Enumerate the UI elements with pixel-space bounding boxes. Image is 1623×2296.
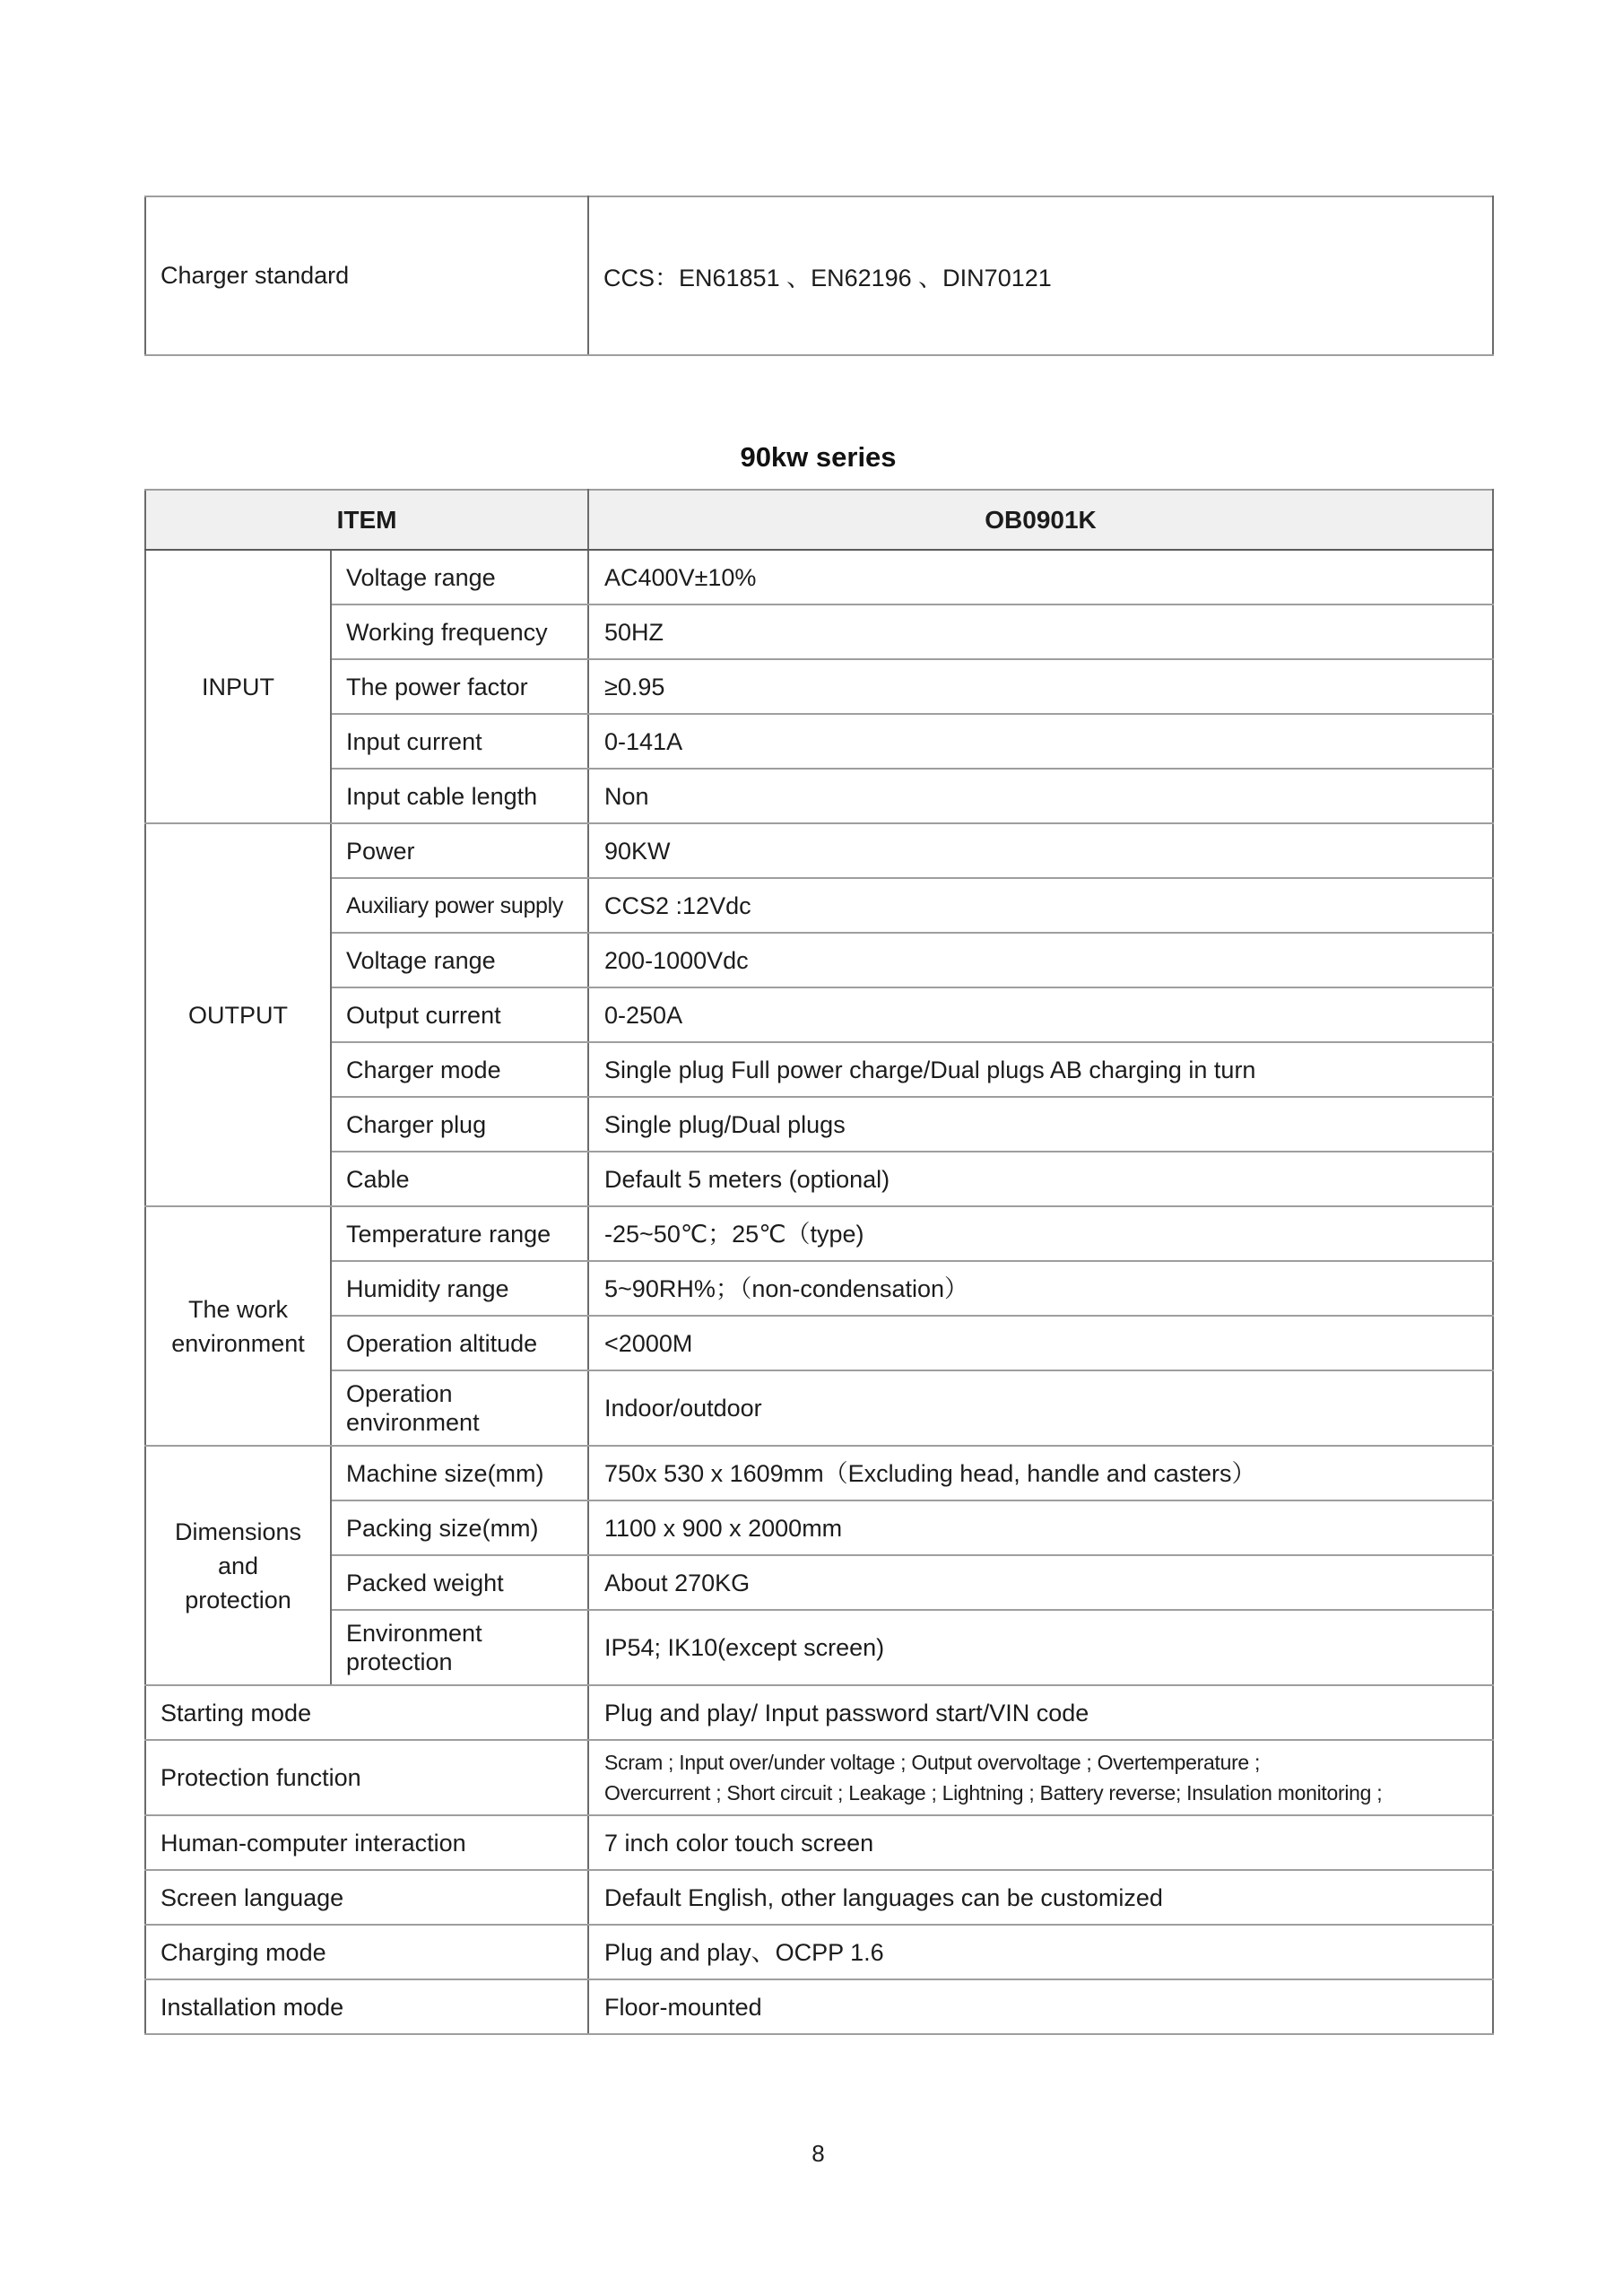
page-number: 8 xyxy=(812,2140,825,2167)
spec-row xyxy=(145,714,1493,769)
spec-item-value: AC400V±10% xyxy=(588,550,1493,604)
spec-item-value xyxy=(588,1740,1493,1815)
spec-item-label: Temperature range xyxy=(331,1206,588,1261)
spec-row xyxy=(145,823,1493,878)
protection-value-line: Scram ; Input over/under voltage ; Output overvoltage ; Overtemperature ; xyxy=(604,1751,1261,1774)
spec-item-label: Operation altitude xyxy=(331,1316,588,1370)
group-label-output xyxy=(145,823,331,1206)
spec-item-value: CCS2 :12Vdc xyxy=(588,878,1493,933)
spec-row xyxy=(145,659,1493,714)
spec-item-value: 50HZ xyxy=(588,604,1493,659)
spec-item-label: Protection function xyxy=(145,1740,588,1815)
spec-item-value: Default English, other languages can be customized xyxy=(588,1870,1493,1925)
spec-item-label: Humidity range xyxy=(331,1261,588,1316)
spec-table xyxy=(144,489,1494,2035)
model-header: OB0901K xyxy=(588,490,1493,550)
spec-row xyxy=(145,1446,1493,1500)
group-name-line: protection xyxy=(185,1586,291,1613)
spec-item-label: Charger plug xyxy=(331,1097,588,1152)
group-label-dimensions-protection xyxy=(145,1446,331,1685)
spec-item-value: Indoor/outdoor xyxy=(588,1370,1493,1446)
spec-item-value: Non xyxy=(588,769,1493,823)
spec-item-value: 7 inch color touch screen xyxy=(588,1815,1493,1870)
spec-row xyxy=(145,987,1493,1042)
spec-header-row xyxy=(145,490,1493,550)
spec-row xyxy=(145,1555,1493,1610)
spec-item-value: 200-1000Vdc xyxy=(588,933,1493,987)
spec-row xyxy=(145,1979,1493,2034)
spec-row xyxy=(145,1500,1493,1555)
spec-row xyxy=(145,1925,1493,1979)
spec-item-value: 0-250A xyxy=(588,987,1493,1042)
series-title: 90kw series xyxy=(740,441,897,473)
spec-item-value: ≥0.95 xyxy=(588,659,1493,714)
spec-row xyxy=(145,769,1493,823)
spec-item-label: Charging mode xyxy=(145,1925,588,1979)
spec-row xyxy=(145,1870,1493,1925)
spec-item-label: Input current xyxy=(331,714,588,769)
charger-standard-value: CCS：EN61851 、EN62196 、DIN70121 xyxy=(588,196,1493,355)
spec-item-label: Working frequency xyxy=(331,604,588,659)
spec-item-label: Screen language xyxy=(145,1870,588,1925)
spec-item-value: IP54; IK10(except screen) xyxy=(588,1610,1493,1685)
spec-item-label: Voltage range xyxy=(331,550,588,604)
spec-item-label: Machine size(mm) xyxy=(331,1446,588,1500)
spec-row xyxy=(145,1815,1493,1870)
spec-item-label: Packing size(mm) xyxy=(331,1500,588,1555)
spec-item-value: Floor-mounted xyxy=(588,1979,1493,2034)
charger-standard-table xyxy=(144,196,1494,356)
charger-standard-row xyxy=(145,196,1493,355)
group-name-line: The work xyxy=(187,1295,289,1323)
spec-item-label: The power factor xyxy=(331,659,588,714)
spec-item-value: 0-141A xyxy=(588,714,1493,769)
spec-item-label: Starting mode xyxy=(145,1685,588,1740)
spec-item-value: 750x 530 x 1609mm（Excluding head, handle and casters） xyxy=(588,1446,1493,1500)
group-name-line: and xyxy=(217,1552,259,1579)
spec-item-label: Cable xyxy=(331,1152,588,1206)
spec-item-value: -25~50℃；25℃（type) xyxy=(588,1206,1493,1261)
spec-row xyxy=(145,1370,1493,1446)
spec-row xyxy=(145,1152,1493,1206)
spec-item-label: Packed weight xyxy=(331,1555,588,1610)
spec-item-value: Single plug Full power charge/Dual plugs AB charging in turn xyxy=(588,1042,1493,1097)
group-label-work-environment xyxy=(145,1206,331,1446)
spec-row xyxy=(145,878,1493,933)
spec-item-value: Plug and play、OCPP 1.6 xyxy=(588,1925,1493,1979)
spec-item-value: Default 5 meters (optional) xyxy=(588,1152,1493,1206)
group-name-line: environment xyxy=(171,1329,305,1357)
spec-row xyxy=(145,1261,1493,1316)
group-name-line: Dimensions xyxy=(174,1518,302,1545)
group-label-input xyxy=(145,550,331,823)
spec-row xyxy=(145,1206,1493,1261)
spec-item-label: Auxiliary power supply xyxy=(331,878,588,933)
spec-item-value: Plug and play/ Input password start/VIN code xyxy=(588,1685,1493,1740)
spec-item-value: 1100 x 900 x 2000mm xyxy=(588,1500,1493,1555)
spec-row xyxy=(145,1097,1493,1152)
spec-item-label: Output current xyxy=(331,987,588,1042)
spec-row xyxy=(145,604,1493,659)
spec-item-label: Human-computer interaction xyxy=(145,1815,588,1870)
spec-row xyxy=(145,1685,1493,1740)
charger-standard-label: Charger standard xyxy=(145,196,588,355)
protection-value-line: Overcurrent ; Short circuit ; Leakage ; Lightning ; Battery reverse; Insulation monitoring ; xyxy=(604,1781,1383,1805)
spec-item-label: Voltage range xyxy=(331,933,588,987)
spec-item-value: Single plug/Dual plugs xyxy=(588,1097,1493,1152)
group-name-line: OUTPUT xyxy=(188,1001,288,1029)
spec-item-value: <2000M xyxy=(588,1316,1493,1370)
item-header: ITEM xyxy=(145,490,588,550)
group-name-line: INPUT xyxy=(202,673,274,700)
document-page xyxy=(144,0,1492,2035)
spec-row xyxy=(145,1042,1493,1097)
spec-row xyxy=(145,1740,1493,1815)
spec-item-label: Operation environment xyxy=(331,1370,588,1446)
spec-row xyxy=(145,1610,1493,1685)
spec-row xyxy=(145,1316,1493,1370)
spec-item-value: 90KW xyxy=(588,823,1493,878)
spec-item-value: About 270KG xyxy=(588,1555,1493,1610)
spec-row xyxy=(145,550,1493,604)
spec-item-value: 5~90RH%；（non-condensation） xyxy=(588,1261,1493,1316)
spec-row xyxy=(145,933,1493,987)
spec-item-label: Input cable length xyxy=(331,769,588,823)
spec-item-label: Installation mode xyxy=(145,1979,588,2034)
spec-item-label: Power xyxy=(331,823,588,878)
spec-item-label: Charger mode xyxy=(331,1042,588,1097)
spec-item-label: Environment protection xyxy=(331,1610,588,1685)
